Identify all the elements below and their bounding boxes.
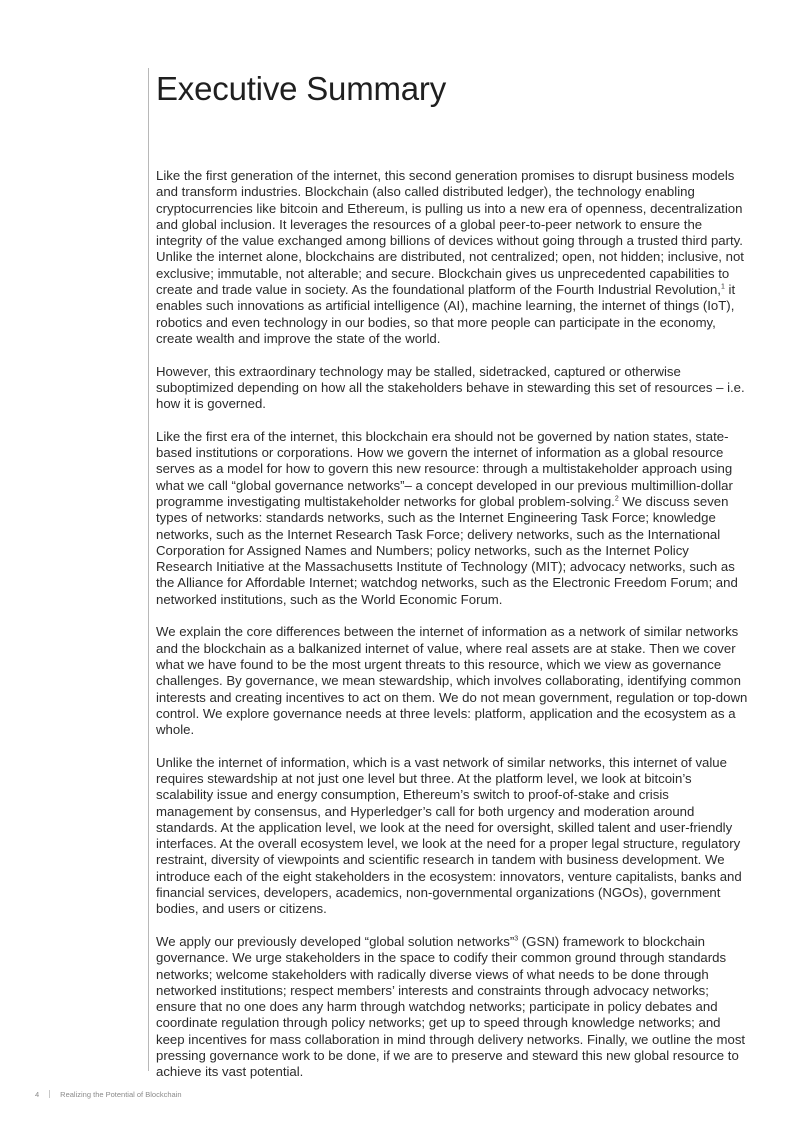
paragraph-3: Like the first era of the internet, this blockchain era should not be governed by nation states, state-based institutions or corporations. How we govern the internet of information as a global resource serves as a model for how to govern this new resource: through a multistakeholder approach using what we call “global governance networks”– a concept developed in our previous multimillion-dollar programme investigating multistakeholder networks for global problem-solving.$^2$ We discuss seven types of networks: standards networks, such as the Internet Engineering Task Force; knowledge networks, such as the Internet Research Task Force; delivery networks, such as the International Corporation for Assigned Names and Numbers; policy networks, such as the Internet Policy Research Initiative at the Massachusetts Institute of Technology (MIT); advocacy networks, such as the Alliance for Affordable Internet; watchdog networks, such as the Electronic Freedom Forum; and networked institutions, such as the World Economic Forum. xyxy=(156,428,738,607)
footnote-ref-1[interactable]: 1 xyxy=(720,283,725,291)
paragraph-1: Like the first generation of the internet, this second generation promises to disrupt business models and transform industries. Blockchain (also called distributed ledger), the technology enabling cryptocurrencies like bitcoin and Ethereum, is pulling us into a new era of openness, decentralization and global inclusion. It leverages the resources of a global peer-to-peer network to ensure the integrity of the value exchanged among billions of devices without going through a trusted third party. Unlike the internet alone, blockchains are distributed, not centralized; open, not hidden; inclusive, not exclusive; immutable, not alterable; and secure. Blockchain gives us unprecedented capabilities to create and trade value in society. As the foundational platform of the Fourth Industrial Revolution,$^1$ it enables such innovations as artificial intelligence (AI), machine learning, the internet of things (IoT), robotics and even technology in our bodies, so that more people can participate in the economy, create wealth and improve the state of the world. xyxy=(156,168,744,346)
paragraph-5: Unlike the internet of information, which is a vast network of similar networks, this internet of value requires stewardship at not just one level but three. At the platform level, we look at bitcoin’s scalability issue and energy consumption, Ethereum’s switch to proof-of-stake and crisis management by consensus, and Hyperledger’s call for both urgency and moderation around standards. At the application level, we look at the need for oversight, skilled talent and user-friendly interfaces. At the overall ecosystem level, we look at the need for a proper legal structure, regulatory restraint, diversity of viewpoints and scientific research in tandem with business development. We introduce each of the eight stakeholders in the ecosystem: innovators, venture capitalists, banks and financial services, developers, academics, non-governmental organizations (NGOs), government bodies, and users or citizens. xyxy=(156,754,742,917)
page-title: Executive Summary xyxy=(156,70,447,107)
footnote-ref-3[interactable]: 3 xyxy=(514,935,519,943)
paragraph-4: We explain the core differences between the internet of information as a network of similar networks and the blockchain as a balkanized internet of value, where real assets are at stake. Then we cover what we have found to be the most urgent threats to this resource, which we view as governance challenges. By governance, we mean stewardship, which involves collaborating, identifying common interests and creating incentives to act on them. We do not mean government, regulation or top-down control. We explore governance needs at three levels: platform, application and the ecosystem as a whole. xyxy=(156,624,748,738)
page-number: 4 xyxy=(35,1090,40,1099)
paragraph-6: We apply our previously developed “global solution networks”$^3$ (GSN) framework to blockchain governance. We urge stakeholders in the space to codify their common ground through standards networks; welcome stakeholders with radically diverse views of what needs to be done through networked institutions; respect members’ interests and constraints through advocacy networks; ensure that no one does any harm through watchdog networks; participate in policy debates and coordinate regulation through policy networks; get up to speed through knowledge networks; and keep incentives for mass collaboration in mind through delivery networks. Finally, we outline the most pressing governance work to be done, if we are to preserve and steward this new global resource to achieve its vast potential. xyxy=(156,933,746,1080)
page-footer xyxy=(35,1090,182,1099)
body-text xyxy=(156,168,748,1097)
footer-divider xyxy=(49,1090,50,1098)
margin-rule xyxy=(148,68,149,1071)
paragraph-2: However, this extraordinary technology may be stalled, sidetracked, captured or otherwise suboptimized depending on how all the stakeholders behave in stewarding this set of resources – i.e. how it is governed. xyxy=(156,363,745,412)
publication-title: Realizing the Potential of Blockchain xyxy=(60,1090,182,1099)
footnote-ref-2[interactable]: 2 xyxy=(614,495,619,503)
